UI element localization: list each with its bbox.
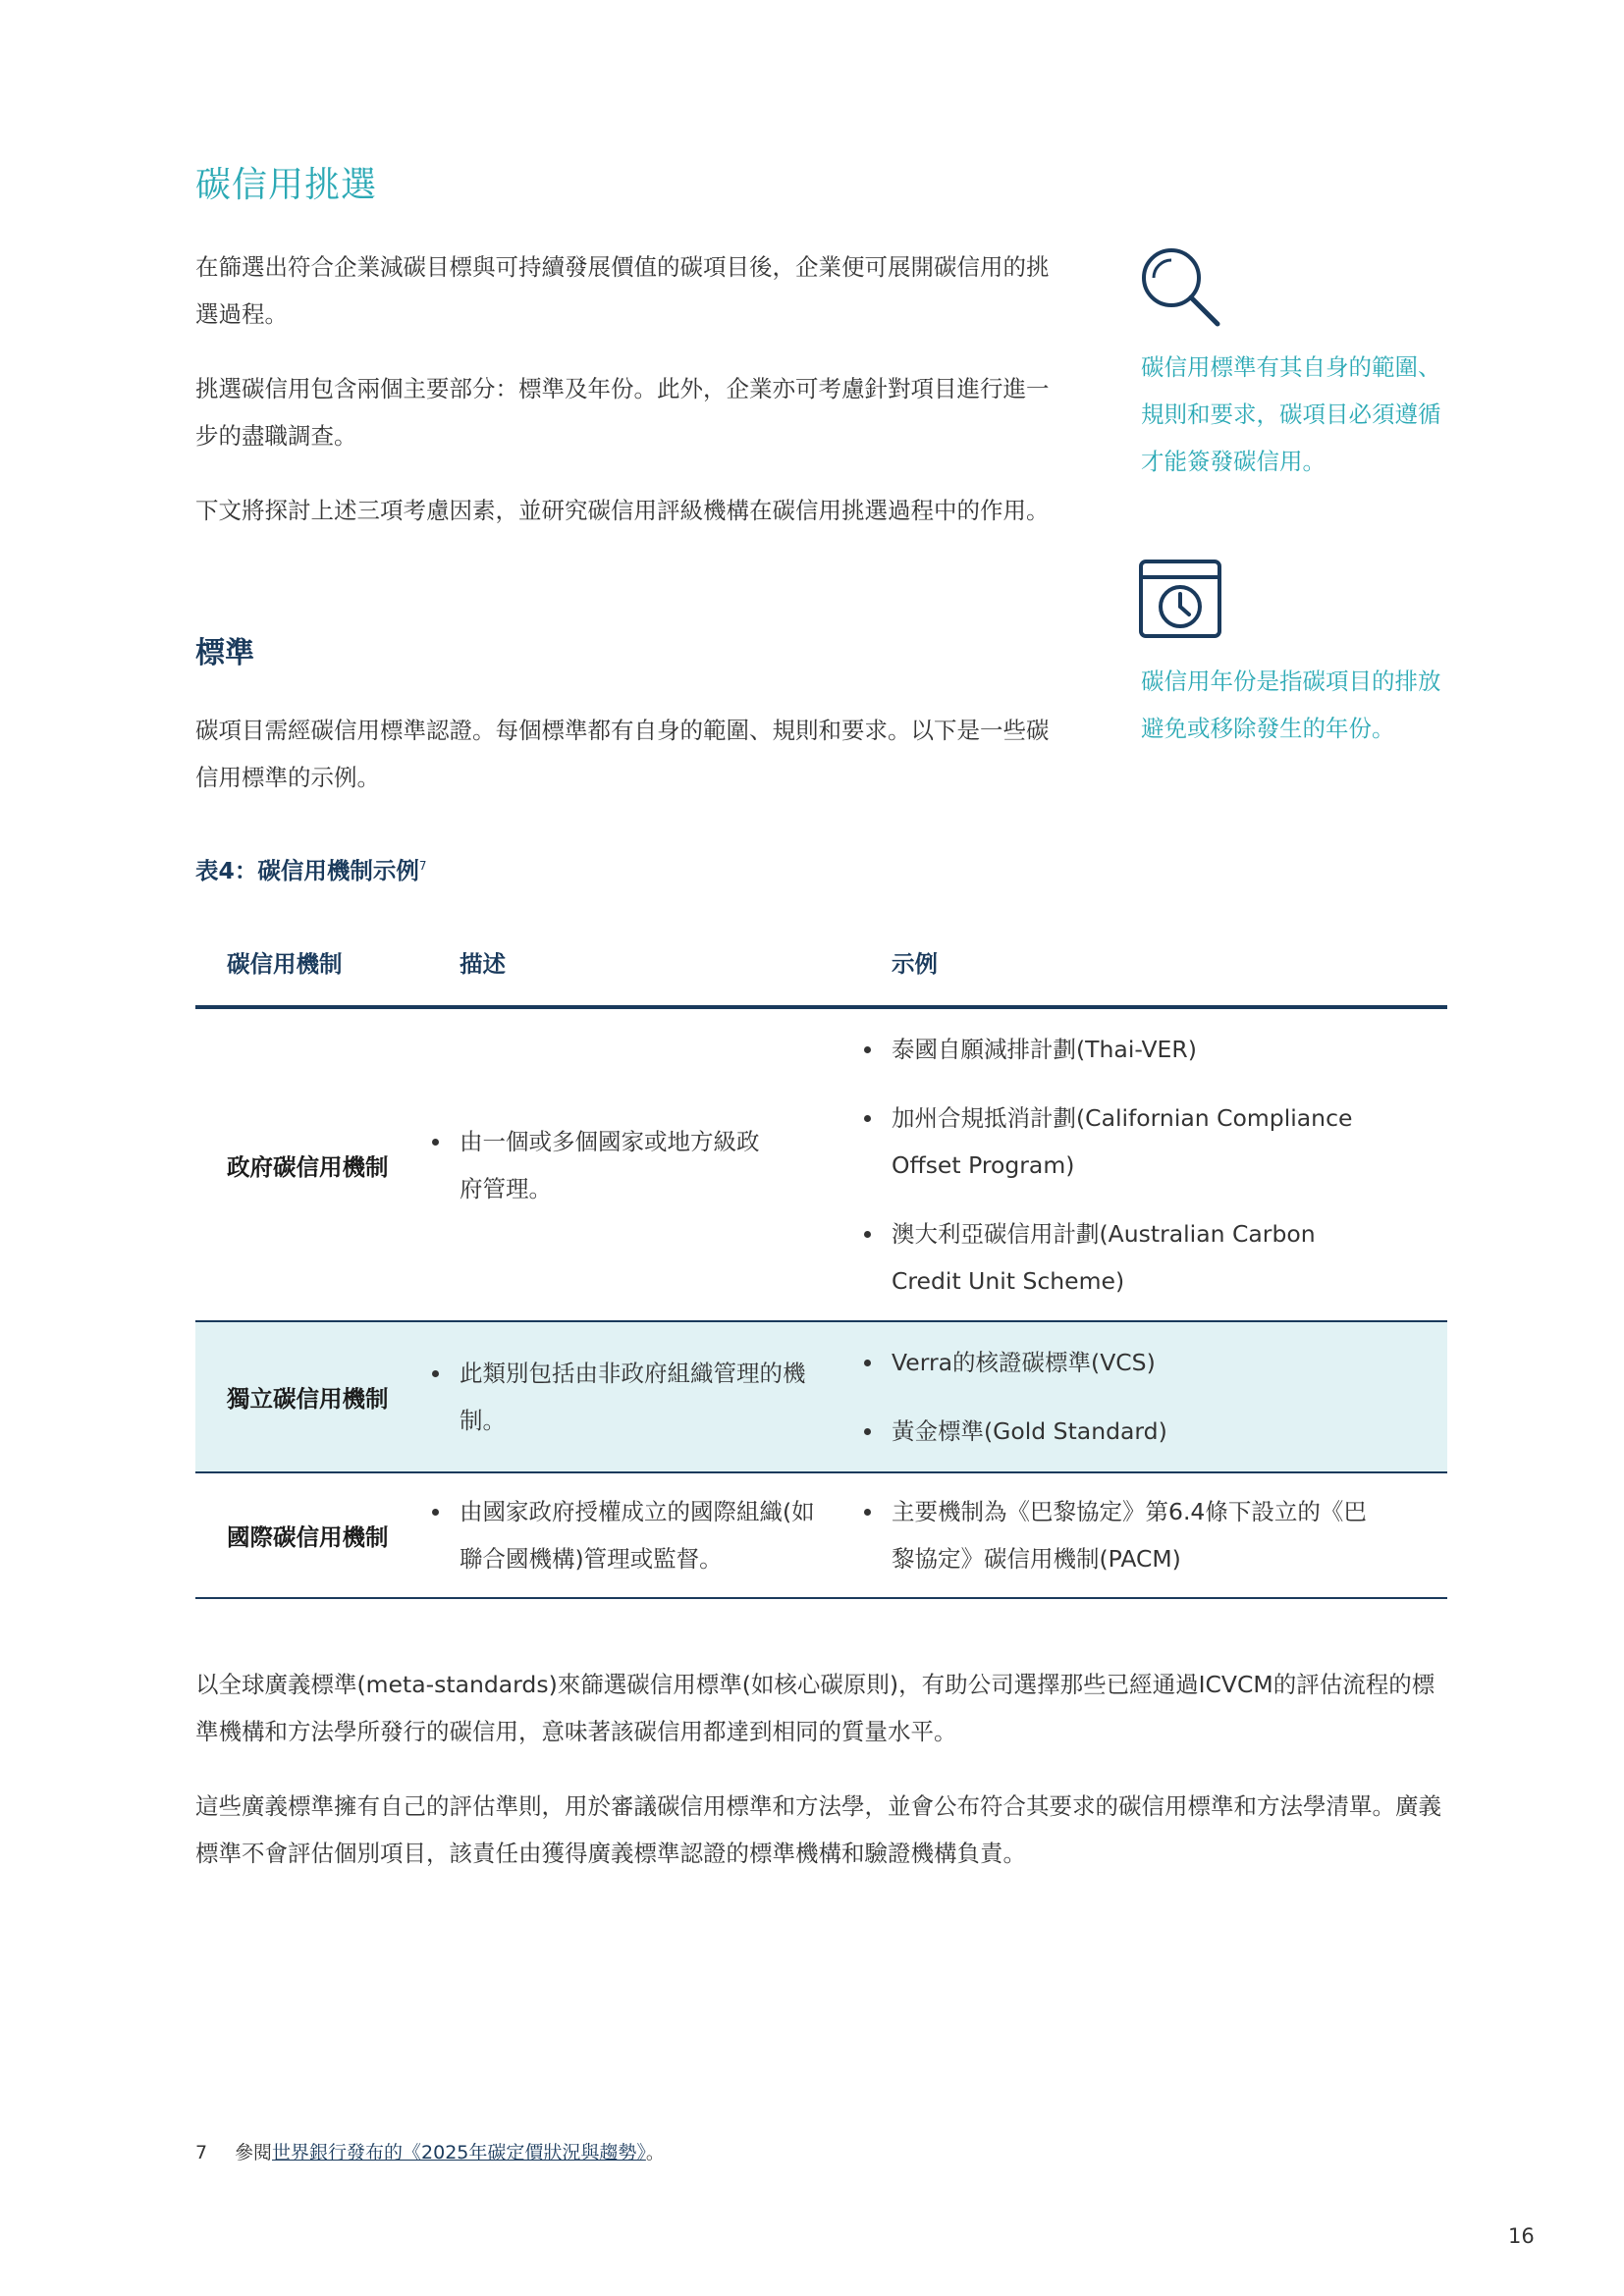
table-row: [195, 1472, 1447, 1598]
intro-paragraph: 挑選碳信用包含兩個主要部分：標準及年份。此外，企業亦可考慮針對項目進行進一步的盡職調查。: [195, 375, 1050, 450]
list-item: 此類別包括由非政府組織管理的機制。: [428, 1350, 821, 1444]
mechanism-examples: [860, 1007, 1447, 1321]
mechanism-name: 獨立碳信用機制: [195, 1321, 428, 1472]
column-header: 碳信用機制: [195, 933, 428, 1007]
calendar-clock-icon: [1139, 560, 1221, 642]
standard-note: 碳信用標準有其自身的範圍、規則和要求，碳項目必須遵循才能簽發碳信用。: [1141, 353, 1441, 475]
list-item: 加州合規抵消計劃(Californian Compliance Offset Program): [860, 1095, 1371, 1189]
intro-paragraph: 下文將探討上述三項考慮因素，並研究碳信用評級機構在碳信用挑選過程中的作用。: [195, 497, 1050, 524]
page-title: 碳信用挑選: [195, 165, 378, 205]
mechanism-name: 國際碳信用機制: [195, 1472, 428, 1598]
standards-paragraph: 碳項目需經碳信用標準認證。每個標準都有自身的範圍、規則和要求。以下是一些碳信用標準的示例。: [195, 717, 1050, 791]
mechanism-examples: [860, 1472, 1447, 1598]
list-item: 主要機制為《巴黎協定》第6.4條下設立的《巴黎協定》碳信用機制(PACM): [860, 1488, 1371, 1582]
credit-mechanism-table: [195, 933, 1447, 1599]
footnote-link[interactable]: 世界銀行發布的《2025年碳定價狀況與趨勢》: [272, 2142, 646, 2163]
body-paragraph: 這些廣義標準擁有自己的評估準則，用於審議碳信用標準和方法學，並會公布符合其要求的碳信用標準和方法學清單。廣義標準不會評估個別項目，該責任由獲得廣義標準認證的標準機構和驗證機構負責。: [195, 1792, 1441, 1867]
column-header: 描述: [428, 933, 860, 1007]
mechanism-description: [428, 1007, 860, 1321]
intro-text: [195, 243, 1069, 561]
magnifier-icon: [1139, 245, 1221, 332]
table-header-row: [195, 933, 1447, 1007]
list-item: 黃金標準(Gold Standard): [860, 1408, 1371, 1455]
intro-paragraph: 在篩選出符合企業減碳目標與可持續發展價值的碳項目後，企業便可展開碳信用的挑選過程。: [195, 253, 1050, 328]
footnote-prefix: 參閱: [235, 2142, 273, 2163]
vintage-note: 碳信用年份是指碳項目的排放避免或移除發生的年份。: [1141, 667, 1441, 742]
list-item: 由一個或多個國家或地方級政府管理。: [428, 1118, 782, 1212]
mechanism-name: 政府碳信用機制: [195, 1007, 428, 1321]
table-caption-ref: 7: [418, 859, 427, 874]
footnote-suffix: 。: [645, 2142, 665, 2163]
mechanism-description: [428, 1472, 860, 1598]
mechanism-examples: [860, 1321, 1447, 1472]
list-item: Verra的核證碳標準(VCS): [860, 1339, 1371, 1386]
standards-heading: 標準: [195, 636, 254, 670]
footnote: [195, 2138, 665, 2164]
list-item: 由國家政府授權成立的國際組織(如聯合國機構)管理或監督。: [428, 1488, 831, 1582]
list-item: 澳大利亞碳信用計劃(Australian Carbon Credit Unit Scheme): [860, 1210, 1371, 1305]
list-item: 泰國自願減排計劃(Thai-VER): [860, 1026, 1371, 1073]
table-caption: [195, 852, 427, 885]
footnote-number: 7: [195, 2142, 208, 2163]
body-text: [195, 1661, 1452, 1904]
body-paragraph: 以全球廣義標準(meta-standards)來篩選碳信用標準(如核心碳原則)，有助公司選擇那些已經通過ICVCM的評估流程的標準機構和方法學所發行的碳信用，意味著該碳信用都達到相同的質量水平。: [195, 1671, 1435, 1745]
column-header: 示例: [860, 933, 1447, 1007]
table-caption-text: 表4：碳信用機制示例: [195, 857, 419, 884]
table-row: [195, 1321, 1447, 1472]
page-number: 16: [1508, 2224, 1535, 2248]
table-row: [195, 1007, 1447, 1321]
mechanism-description: [428, 1321, 860, 1472]
